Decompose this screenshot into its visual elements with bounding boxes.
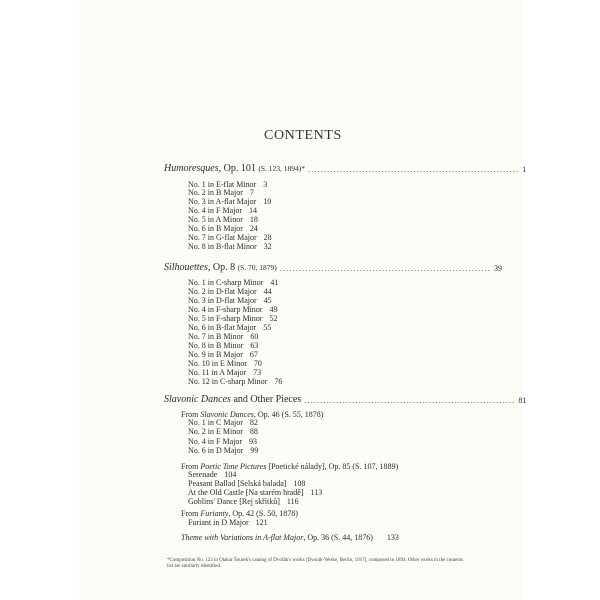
- group-heading-poetic-tone-pictures: From Poetic Tone Pictures [Poetické nálady], Op. 85 (S. 107, 1889): [181, 462, 399, 471]
- item-page-number: 14: [249, 206, 257, 216]
- item-page-number: 60: [250, 332, 259, 341]
- section-heading: [164, 262, 277, 273]
- item-title: No. 11 in A Major: [188, 368, 247, 377]
- section-heading-title: Slavonic Dances: [164, 394, 231, 405]
- list-item: [188, 216, 258, 224]
- section-page-number: 1: [522, 165, 527, 174]
- footnote: *Composition No. 123 in Otakar Šourek's catalog of Dvořák's works [Dvorák-Werke, Berlin, 1917], composed in 1894. Other works in the contents list are similarly identified.: [167, 558, 464, 569]
- item-title: Serenade: [188, 470, 218, 479]
- item-title: No. 5 in F-sharp Minor: [188, 314, 263, 323]
- item-page-number: 45: [263, 296, 272, 305]
- list-item: [188, 489, 322, 497]
- item-page-number: 44: [263, 287, 272, 296]
- item-title: No. 10 in E Minor: [188, 359, 247, 368]
- section-page-number: 39: [494, 264, 502, 273]
- list-item: [188, 342, 258, 350]
- list-item: [188, 234, 272, 242]
- item-title: No. 1 in C-sharp Minor: [188, 278, 264, 287]
- item-page-number: 67: [249, 350, 258, 359]
- item-page-number: 76: [274, 377, 283, 386]
- item-title: Peasant Ballad [Selská balada]: [188, 479, 287, 488]
- item-title: No. 9 in B Major: [188, 350, 243, 359]
- group-heading-furianty: From Furianty, Op. 42 (S. 50, 1878): [181, 509, 298, 518]
- item-page-number: 99: [250, 445, 259, 455]
- item-page-number: 113: [310, 488, 323, 497]
- list-item: [188, 447, 258, 455]
- section-heading-opus: , Op. 101: [218, 163, 256, 174]
- item-page-number: 52: [269, 314, 278, 323]
- item-title: Furiant in D Major: [188, 518, 249, 527]
- leader-dots: ..................................................................: [308, 165, 520, 174]
- list-item: [188, 297, 272, 305]
- section-heading-catalog: (S. 70, 1879): [237, 263, 277, 272]
- list-item: [188, 288, 272, 296]
- list-item: [188, 315, 277, 323]
- item-title: No. 6 in D Major: [188, 445, 244, 455]
- page-title: CONTENTS: [264, 128, 342, 143]
- item-page-number: 24: [249, 224, 258, 233]
- item-title: No. 4 in F Major: [188, 206, 242, 216]
- item-page-number: 108: [293, 479, 306, 488]
- item-title: No. 4 in F-sharp Minor: [188, 305, 263, 314]
- item-page-number: 41: [270, 278, 279, 287]
- item-page-number: 7: [249, 188, 254, 198]
- list-item: [188, 369, 261, 377]
- list-item: [188, 243, 272, 251]
- item-title: No. 6 in B-flat Major: [188, 323, 257, 332]
- item-page-number: 3: [263, 179, 268, 189]
- item-page-number: 70: [253, 359, 262, 368]
- item-title: No. 7 in G-flat Major: [188, 232, 257, 242]
- section-heading-title: Silhouettes: [164, 262, 208, 273]
- item-page-number: 28: [263, 232, 272, 242]
- item-title: No. 8 in B Minor: [188, 341, 244, 350]
- list-item: [188, 519, 268, 527]
- list-item: [188, 471, 236, 479]
- section-heading-catalog: (S. 123, 1894)*: [258, 164, 306, 173]
- list-item: [188, 181, 267, 189]
- section-heading: [164, 394, 301, 405]
- section-heading-title: Humoresques: [164, 163, 219, 174]
- item-title: No. 2 in D-flat Major: [188, 287, 257, 296]
- item-title: Goblins' Dance [Rej skřítků]: [188, 497, 280, 506]
- list-item: [188, 419, 258, 427]
- group-heading-slavonic-dances: From Slavonic Dances, Op. 46 (S. 55, 1878): [181, 410, 324, 419]
- item-page-number: 63: [250, 341, 259, 350]
- item-title: No. 1 in E-flat Minor: [188, 179, 257, 189]
- item-title: At the Old Castle [Na starém hradě]: [188, 488, 304, 497]
- item-page-number: 32: [263, 241, 272, 251]
- item-title: No. 5 in A Minor: [188, 215, 243, 225]
- list-item: [188, 351, 258, 359]
- item-title: No. 1 in C Major: [188, 418, 243, 427]
- item-title: No. 3 in A-flat Major: [188, 197, 257, 207]
- item-page-number: 121: [255, 518, 268, 527]
- leader-dots: ..................................................................: [279, 264, 491, 273]
- section-heading-opus: , Op. 8: [207, 262, 236, 273]
- item-page-number: 49: [269, 305, 278, 314]
- list-item: [188, 480, 305, 488]
- section-page-number: 81: [518, 396, 527, 405]
- section-slavonic-dances: [164, 394, 527, 405]
- item-title: No. 3 in D-flat Major: [188, 296, 257, 305]
- item-page-number: 18: [249, 215, 258, 225]
- item-title: No. 2 in E Minor: [188, 427, 243, 437]
- list-item: [188, 306, 277, 314]
- section-heading-rest: and Other Pieces: [230, 394, 302, 405]
- item-title: No. 2 in B Major: [188, 188, 243, 198]
- item-title: No. 7 in B Minor: [188, 332, 244, 341]
- theme-with-variations-entry: Theme with Variations in A-flat Major, Op. 36 (S. 44, 1876) 133: [181, 533, 399, 542]
- section-humoresques: [164, 163, 527, 174]
- list-item: [188, 207, 257, 215]
- item-page-number: 116: [286, 497, 299, 506]
- list-item: [188, 279, 278, 287]
- item-page-number: 88: [249, 427, 258, 437]
- item-title: No. 12 in C-sharp Minor: [188, 377, 268, 386]
- section-silhouettes: [164, 262, 502, 273]
- list-item: [188, 333, 258, 341]
- item-page-number: 73: [253, 368, 262, 377]
- leader-dots: ..................................................................: [304, 396, 516, 405]
- list-item: [188, 189, 254, 197]
- item-page-number: 10: [263, 197, 272, 207]
- item-page-number: 104: [224, 470, 237, 479]
- list-item: [188, 324, 271, 332]
- list-item: [188, 360, 262, 368]
- list-item: [188, 428, 258, 436]
- list-item: [188, 378, 282, 386]
- list-item: [188, 198, 271, 206]
- book-page: [79, 0, 522, 600]
- item-title: No. 8 in B-flat Minor: [188, 241, 257, 251]
- item-page-number: 55: [263, 323, 272, 332]
- item-title: No. 4 in F Major: [188, 436, 242, 446]
- list-item: [188, 225, 258, 233]
- item-page-number: 93: [249, 436, 257, 446]
- section-heading: [164, 163, 305, 174]
- list-item: [188, 438, 257, 446]
- list-item: [188, 498, 299, 506]
- item-page-number: 82: [249, 418, 258, 427]
- item-title: No. 6 in B Major: [188, 224, 243, 233]
